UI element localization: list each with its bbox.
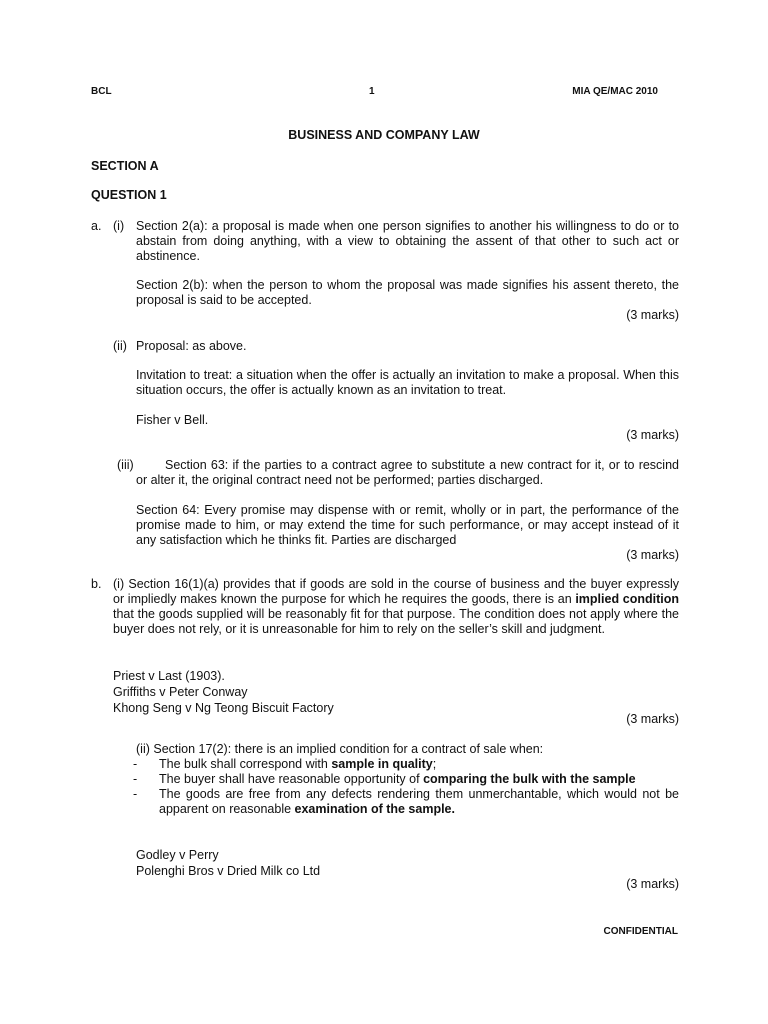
dash-bullet: - bbox=[133, 787, 138, 801]
part-a-ii-para-2: Invitation to treat: a situation when the offer is actually an invitation to make a proposal. When this situation occurs, the offer is actually known as an invitation to treat. bbox=[136, 368, 679, 397]
list-item bbox=[133, 757, 679, 772]
bullet-bold: examination of the sample. bbox=[294, 802, 455, 816]
part-a-i-para-2: Section 2(b): when the person to whom the proposal was made signifies his assent thereto, the proposal is said to be accepted. bbox=[136, 278, 679, 307]
part-b-ii-cases bbox=[136, 847, 320, 879]
part-a-ii-label: (ii) bbox=[113, 339, 127, 353]
bullet-text-pre: The bulk shall correspond with bbox=[159, 757, 332, 771]
bullet-bold: sample in quality bbox=[331, 757, 433, 771]
part-a-ii-para-3: Fisher v Bell. bbox=[136, 413, 209, 427]
dash-bullet: - bbox=[133, 757, 138, 771]
part-b-ii-marks: (3 marks) bbox=[626, 877, 679, 891]
part-b-label: b. bbox=[91, 577, 102, 591]
document-title: BUSINESS AND COMPANY LAW bbox=[288, 128, 480, 142]
part-a-i-para-1: Section 2(a): a proposal is made when one person signifies to another his willingness to do or to abstain from doing anything, with a view to obtaining the assent of that other to such act or abstinence. bbox=[136, 219, 679, 263]
part-b-i-text-post: that the goods supplied will be reasonably fit for that purpose. The condition does not apply where the buyer does not rely, or it is unreasonable for him to rely on the seller’s skill and judgment. bbox=[113, 607, 679, 636]
list-item bbox=[133, 772, 679, 787]
bullet-bold: comparing the bulk with the sample bbox=[423, 772, 636, 786]
part-a-ii-marks: (3 marks) bbox=[626, 428, 679, 442]
part-a-i-marks: (3 marks) bbox=[626, 308, 679, 322]
part-b-ii-intro: (ii) Section 17(2): there is an implied condition for a contract of sale when: bbox=[136, 742, 544, 756]
part-b-i-para bbox=[113, 577, 679, 637]
page-number: 1 bbox=[369, 86, 375, 97]
case-citation: Polenghi Bros v Dried Milk co Ltd bbox=[136, 864, 321, 878]
header-right: MIA QE/MAC 2010 bbox=[572, 86, 658, 97]
part-b-ii-bullets bbox=[133, 757, 679, 817]
part-b-i-marks: (3 marks) bbox=[626, 712, 679, 726]
case-citation: Godley v Perry bbox=[136, 848, 219, 862]
bullet-text-post: ; bbox=[432, 757, 437, 771]
part-b-i-bold: implied condition bbox=[575, 592, 679, 606]
header-left: BCL bbox=[91, 86, 112, 97]
case-citation: Priest v Last (1903). bbox=[113, 669, 225, 683]
part-a-iii-para-1: Section 63: if the parties to a contract agree to substitute a new contract for it, or to rescind or alter it, the original contract need not be performed; parties discharged. bbox=[136, 458, 679, 487]
dash-bullet: - bbox=[133, 772, 138, 786]
bullet-text-pre: The goods are free from any defects rendering them unmerchantable, which would not be apparent on reasonable bbox=[159, 787, 679, 816]
part-a-iii-marks: (3 marks) bbox=[626, 548, 679, 562]
part-a-iii-label: (iii) bbox=[117, 458, 134, 472]
list-item bbox=[133, 787, 679, 817]
part-b-i-text-pre: (i) Section 16(1)(a) provides that if goods are sold in the course of business and the buyer expressly or impliedly makes known the purpose for which he requires the goods, there is an bbox=[113, 577, 679, 606]
bullet-text-pre: The buyer shall have reasonable opportunity of bbox=[159, 772, 424, 786]
question-heading: QUESTION 1 bbox=[91, 188, 167, 202]
case-citation: Khong Seng v Ng Teong Biscuit Factory bbox=[113, 701, 334, 715]
section-heading: SECTION A bbox=[91, 159, 159, 173]
part-b-i-cases bbox=[113, 668, 334, 716]
part-a-ii-para-1: Proposal: as above. bbox=[136, 339, 247, 353]
confidential-label: CONFIDENTIAL bbox=[603, 926, 678, 937]
part-a-label: a. bbox=[91, 219, 102, 233]
part-a-i-label: (i) bbox=[113, 219, 125, 233]
part-a-iii-para-2: Section 64: Every promise may dispense with or remit, wholly or in part, the performance of the promise made to him, or may extend the time for such performance, or may accept instead of it any satisfaction which he thinks fit. Parties are discharged bbox=[136, 503, 679, 547]
case-citation: Griffiths v Peter Conway bbox=[113, 685, 248, 699]
